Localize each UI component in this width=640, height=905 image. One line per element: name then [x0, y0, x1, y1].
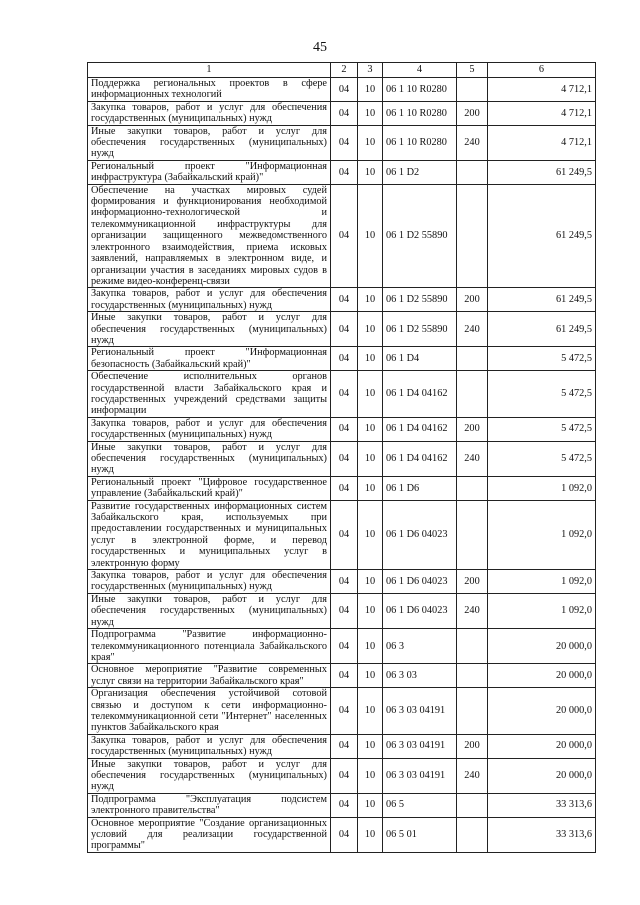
row-section-cell: 04: [331, 500, 358, 569]
table-row: [88, 570, 596, 594]
row-amount-cell: 61 249,5: [488, 312, 596, 347]
row-section-cell: 04: [331, 476, 358, 500]
table-row: [88, 288, 596, 312]
row-section-cell: 04: [331, 417, 358, 441]
row-amount-cell: 33 313,6: [488, 817, 596, 852]
row-name-cell: Региональный проект "Цифровое государственное управление (Забайкальский край)": [88, 476, 331, 500]
row-section-cell: 04: [331, 184, 358, 288]
row-expense-type-cell: [457, 500, 488, 569]
row-target-code-cell: 06 3 03: [383, 664, 457, 688]
row-amount-cell: 1 092,0: [488, 476, 596, 500]
row-name-cell: Закупка товаров, работ и услуг для обеспечения государственных (муниципальных) нужд: [88, 570, 331, 594]
row-subsection-cell: 10: [358, 664, 383, 688]
row-name-cell: Иные закупки товаров, работ и услуг для обеспечения государственных (муниципальных) нужд: [88, 125, 331, 160]
row-section-cell: 04: [331, 688, 358, 735]
row-amount-cell: 5 472,5: [488, 371, 596, 418]
row-amount-cell: 33 313,6: [488, 793, 596, 817]
row-expense-type-cell: [457, 476, 488, 500]
row-section-cell: 04: [331, 664, 358, 688]
table-row: [88, 371, 596, 418]
row-expense-type-cell: 240: [457, 312, 488, 347]
table-row: [88, 125, 596, 160]
table-row: [88, 500, 596, 569]
row-expense-type-cell: [457, 347, 488, 371]
row-name-cell: Организация обеспечения устойчивой сотовой связью и доступом к сети информационно-телекоммуникационной сети "Интернет" населенных пунктов Забайкальского края: [88, 688, 331, 735]
table-row: [88, 793, 596, 817]
row-target-code-cell: 06 1 D6 04023: [383, 570, 457, 594]
row-amount-cell: 5 472,5: [488, 417, 596, 441]
table-row: [88, 593, 596, 628]
row-name-cell: Подпрограмма "Развитие информационно-телекоммуникационного потенциала Забайкальского края": [88, 629, 331, 664]
row-subsection-cell: 10: [358, 817, 383, 852]
row-section-cell: 04: [331, 734, 358, 758]
row-expense-type-cell: [457, 371, 488, 418]
row-target-code-cell: 06 1 D4: [383, 347, 457, 371]
row-amount-cell: 61 249,5: [488, 288, 596, 312]
table-row: [88, 417, 596, 441]
row-expense-type-cell: 200: [457, 288, 488, 312]
row-subsection-cell: 10: [358, 288, 383, 312]
row-name-cell: Закупка товаров, работ и услуг для обеспечения государственных (муниципальных) нужд: [88, 101, 331, 125]
row-name-cell: Основное мероприятие "Создание организационных условий для реализации государственной программы": [88, 817, 331, 852]
row-expense-type-cell: 240: [457, 441, 488, 476]
row-target-code-cell: 06 1 10 R0280: [383, 101, 457, 125]
page-number: 45: [313, 40, 327, 55]
row-section-cell: 04: [331, 570, 358, 594]
row-expense-type-cell: [457, 688, 488, 735]
row-name-cell: Региональный проект "Информационная безопасность (Забайкальский край)": [88, 347, 331, 371]
column-header: 6: [488, 63, 596, 78]
row-amount-cell: 4 712,1: [488, 125, 596, 160]
row-expense-type-cell: [457, 78, 488, 102]
row-name-cell: Иные закупки товаров, работ и услуг для обеспечения государственных (муниципальных) нужд: [88, 593, 331, 628]
table-row: [88, 817, 596, 852]
row-subsection-cell: 10: [358, 793, 383, 817]
table-row: [88, 688, 596, 735]
row-subsection-cell: 10: [358, 476, 383, 500]
column-header: 1: [88, 63, 331, 78]
table-row: [88, 476, 596, 500]
row-target-code-cell: 06 1 D6 04023: [383, 593, 457, 628]
table-header-row: [88, 63, 596, 78]
row-subsection-cell: 10: [358, 500, 383, 569]
row-subsection-cell: 10: [358, 78, 383, 102]
row-subsection-cell: 10: [358, 184, 383, 288]
row-target-code-cell: 06 3 03 04191: [383, 688, 457, 735]
row-target-code-cell: 06 1 D6: [383, 476, 457, 500]
row-target-code-cell: 06 1 D6 04023: [383, 500, 457, 569]
row-expense-type-cell: 200: [457, 417, 488, 441]
row-subsection-cell: 10: [358, 312, 383, 347]
row-expense-type-cell: [457, 160, 488, 184]
column-header: 3: [358, 63, 383, 78]
row-expense-type-cell: 240: [457, 125, 488, 160]
row-amount-cell: 20 000,0: [488, 664, 596, 688]
row-section-cell: 04: [331, 347, 358, 371]
row-name-cell: Региональный проект "Информационная инфраструктура (Забайкальский край)": [88, 160, 331, 184]
table-row: [88, 78, 596, 102]
row-name-cell: Обеспечение исполнительных органов государственной власти Забайкальского края и государственных учреждений средствами защиты информации: [88, 371, 331, 418]
row-expense-type-cell: [457, 793, 488, 817]
row-section-cell: 04: [331, 593, 358, 628]
table-row: [88, 347, 596, 371]
row-target-code-cell: 06 1 D4 04162: [383, 441, 457, 476]
row-subsection-cell: 10: [358, 347, 383, 371]
row-name-cell: Иные закупки товаров, работ и услуг для обеспечения государственных (муниципальных) нужд: [88, 312, 331, 347]
row-section-cell: 04: [331, 371, 358, 418]
row-section-cell: 04: [331, 758, 358, 793]
row-name-cell: Иные закупки товаров, работ и услуг для обеспечения государственных (муниципальных) нужд: [88, 441, 331, 476]
row-name-cell: Иные закупки товаров, работ и услуг для обеспечения государственных (муниципальных) нужд: [88, 758, 331, 793]
column-header: 5: [457, 63, 488, 78]
row-name-cell: Закупка товаров, работ и услуг для обеспечения государственных (муниципальных) нужд: [88, 288, 331, 312]
row-subsection-cell: 10: [358, 101, 383, 125]
table-row: [88, 184, 596, 288]
row-expense-type-cell: [457, 817, 488, 852]
row-name-cell: Закупка товаров, работ и услуг для обеспечения государственных (муниципальных) нужд: [88, 417, 331, 441]
table-row: [88, 758, 596, 793]
row-subsection-cell: 10: [358, 160, 383, 184]
row-amount-cell: 20 000,0: [488, 629, 596, 664]
row-amount-cell: 61 249,5: [488, 160, 596, 184]
row-subsection-cell: 10: [358, 593, 383, 628]
row-section-cell: 04: [331, 312, 358, 347]
table-row: [88, 101, 596, 125]
row-expense-type-cell: 240: [457, 758, 488, 793]
row-target-code-cell: 06 1 D4 04162: [383, 417, 457, 441]
table-row: [88, 664, 596, 688]
row-subsection-cell: 10: [358, 688, 383, 735]
row-subsection-cell: 10: [358, 441, 383, 476]
row-target-code-cell: 06 1 D4 04162: [383, 371, 457, 418]
row-name-cell: Закупка товаров, работ и услуг для обеспечения государственных (муниципальных) нужд: [88, 734, 331, 758]
row-expense-type-cell: [457, 184, 488, 288]
row-target-code-cell: 06 3 03 04191: [383, 734, 457, 758]
row-amount-cell: 20 000,0: [488, 758, 596, 793]
row-amount-cell: 4 712,1: [488, 101, 596, 125]
row-expense-type-cell: [457, 664, 488, 688]
row-section-cell: 04: [331, 793, 358, 817]
table-row: [88, 629, 596, 664]
row-amount-cell: 4 712,1: [488, 78, 596, 102]
row-subsection-cell: 10: [358, 734, 383, 758]
row-subsection-cell: 10: [358, 125, 383, 160]
row-amount-cell: 1 092,0: [488, 500, 596, 569]
row-section-cell: 04: [331, 629, 358, 664]
row-name-cell: Подпрограмма "Эксплуатация подсистем электронного правительства": [88, 793, 331, 817]
row-target-code-cell: 06 1 10 R0280: [383, 78, 457, 102]
row-amount-cell: 61 249,5: [488, 184, 596, 288]
row-section-cell: 04: [331, 817, 358, 852]
row-target-code-cell: 06 5: [383, 793, 457, 817]
row-name-cell: Основное мероприятие "Развитие современных услуг связи на территории Забайкальского края": [88, 664, 331, 688]
row-amount-cell: 5 472,5: [488, 347, 596, 371]
row-section-cell: 04: [331, 101, 358, 125]
row-section-cell: 04: [331, 160, 358, 184]
row-expense-type-cell: 200: [457, 101, 488, 125]
row-target-code-cell: 06 3: [383, 629, 457, 664]
table-row: [88, 312, 596, 347]
row-amount-cell: 5 472,5: [488, 441, 596, 476]
row-expense-type-cell: 200: [457, 734, 488, 758]
row-target-code-cell: 06 1 D2 55890: [383, 312, 457, 347]
row-name-cell: Развитие государственных информационных систем Забайкальского края, используемых при предоставлении государственных и муниципальных услуг в электронной форме, и перевод государственных и муниципальных услуг в электронную форму: [88, 500, 331, 569]
row-amount-cell: 20 000,0: [488, 688, 596, 735]
row-subsection-cell: 10: [358, 629, 383, 664]
row-subsection-cell: 10: [358, 371, 383, 418]
row-amount-cell: 1 092,0: [488, 593, 596, 628]
budget-table: [87, 62, 596, 853]
row-expense-type-cell: 240: [457, 593, 488, 628]
column-header: 4: [383, 63, 457, 78]
row-target-code-cell: 06 3 03 04191: [383, 758, 457, 793]
row-amount-cell: 20 000,0: [488, 734, 596, 758]
row-target-code-cell: 06 5 01: [383, 817, 457, 852]
row-subsection-cell: 10: [358, 758, 383, 793]
row-target-code-cell: 06 1 D2: [383, 160, 457, 184]
row-name-cell: Обеспечение на участках мировых судей формирования и функционирования необходимой информационно-технологической и телекоммуникационной инфраструктуры для организации защищенного межведомственного электронного взаимодействия, приема исковых заявлений, направляемых в электронном виде, и организации участия в заседаниях мировых судов в режиме видео-конференц-связи: [88, 184, 331, 288]
row-section-cell: 04: [331, 288, 358, 312]
row-expense-type-cell: [457, 629, 488, 664]
column-header: 2: [331, 63, 358, 78]
row-section-cell: 04: [331, 78, 358, 102]
row-target-code-cell: 06 1 D2 55890: [383, 288, 457, 312]
table-row: [88, 441, 596, 476]
row-target-code-cell: 06 1 10 R0280: [383, 125, 457, 160]
row-subsection-cell: 10: [358, 417, 383, 441]
table-row: [88, 160, 596, 184]
row-expense-type-cell: 200: [457, 570, 488, 594]
row-subsection-cell: 10: [358, 570, 383, 594]
row-section-cell: 04: [331, 125, 358, 160]
row-target-code-cell: 06 1 D2 55890: [383, 184, 457, 288]
row-name-cell: Поддержка региональных проектов в сфере информационных технологий: [88, 78, 331, 102]
row-amount-cell: 1 092,0: [488, 570, 596, 594]
table-row: [88, 734, 596, 758]
row-section-cell: 04: [331, 441, 358, 476]
